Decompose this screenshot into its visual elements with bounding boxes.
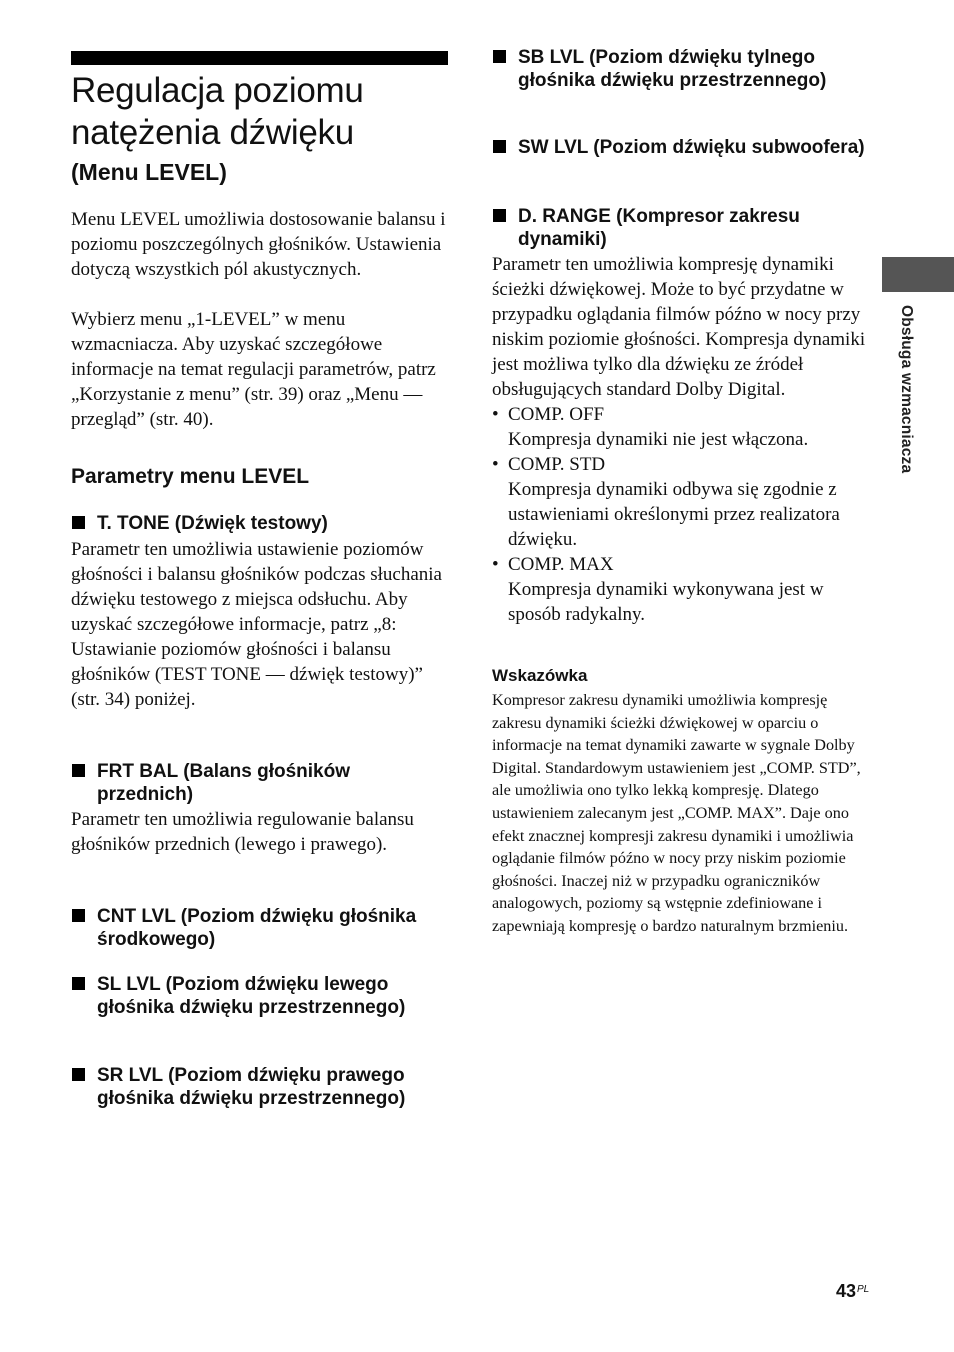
sr-heading: SR LVL (Poziom dźwięku prawego głośnika dźwięku przestrzennego) [71,1065,451,1110]
square-bullet-icon [72,977,85,990]
sb-section [492,47,868,92]
intro-paragraph-2: Wybierz menu „1-LEVEL” w menu wzmacniacza. Aby uzyskać szczegółowe informacje na temat regulacji parametrów, patrz „Korzystanie z menu” (str. 39) oraz „Menu — przegląd” (str. 40). [71,309,436,430]
bullet-desc: Kompresja dynamiki nie jest włączona. [508,429,809,450]
title-rule [71,51,448,65]
bullet-comp-std [492,452,868,552]
page-title: Regulacja poziomu natężenia dźwięku [71,71,364,152]
cnt-section [71,906,451,951]
frtbal-heading: FRT BAL (Balans głośników przednich) [71,761,451,806]
page-language: PL [857,1284,870,1295]
bullet-dot-icon: • [492,554,499,575]
tip-text: Kompresor zakresu dynamiki umożliwia kompresję zakresu dynamiki ścieżki dźwiękowej w oparciu o informacje na temat dynamiki zawarte w sygnale Dolby Digital. Standardowym ustawieniem jest „COMP. STD”, ale umożliwia ono tylko lekką kompresję. Dlatego ustawieniem zalecanym jest „COMP. MAX”. Daje ono efekt znacznej kompresji zakresu dynamiki i umożliwia oglądanie filmów późno w nocy przy niskim poziomie głośności. Inaczej niż w przypadku ograniczników analogowych, poziomy są wstępnie zdefiniowane i zapewniają kompresję o bardzo naturalnym brzmieniu. [492,691,861,935]
sl-heading: SL LVL (Poziom dźwięku lewego głośnika dźwięku przestrzennego) [71,974,451,1019]
sb-heading: SB LVL (Poziom dźwięku tylnego głośnika dźwięku przestrzennego) [492,47,868,92]
bullet-dot-icon: • [492,454,499,475]
square-bullet-icon [493,50,506,63]
bullet-label: COMP. OFF [508,404,605,425]
bullet-label: COMP. MAX [508,554,614,575]
square-bullet-icon [493,209,506,222]
section-tab [882,257,954,292]
square-bullet-icon [72,1068,85,1081]
square-bullet-icon [493,140,506,153]
ttone-heading: T. TONE (Dźwięk testowy) [71,513,451,536]
intro-paragraph-1: Menu LEVEL umożliwia dostosowanie balansu i poziomu poszczególnych głośników. Ustawienia dotyczą wszystkich pól akustycznych. [71,209,446,280]
tip-heading: Wskazówka [492,666,588,685]
drange-heading: D. RANGE (Kompresor zakresu dynamiki) [492,206,868,251]
drange-section [492,206,868,627]
sw-section [492,137,868,160]
page-number: 43 [836,1281,857,1301]
sr-section [71,1065,451,1110]
side-section-label: Obsługa wzmacniacza [898,305,915,474]
ttone-text: Parametr ten umożliwia ustawienie poziomów głośności i balansu głośników podczas słuchania dźwięku testowego z miejsca odsłuchu. Aby uzyskać szczegółowe informacje, patrz „8: Ustawianie poziomów głośności i balansu głośników (TEST TONE — dźwięk testowy)” (str. 34) poniżej. [71,538,442,710]
bullet-label: COMP. STD [508,454,606,475]
tip-section [492,665,868,938]
sw-heading: SW LVL (Poziom dźwięku subwoofera) [492,137,868,160]
bullet-desc: Kompresja dynamiki wykonywana jest w sposób radykalny. [508,579,824,625]
page-subtitle: (Menu LEVEL) [71,159,227,185]
sl-section [71,974,451,1019]
square-bullet-icon [72,516,85,529]
frtbal-text: Parametr ten umożliwia regulowanie balansu głośników przednich (lewego i prawego). [71,809,414,855]
square-bullet-icon [72,764,85,777]
bullet-comp-max [492,552,868,627]
bullet-dot-icon: • [492,404,499,425]
ttone-section [71,513,451,712]
bullet-desc: Kompresja dynamiki odbywa się zgodnie z ustawieniami określonymi przez realizatora dźwięku. [508,479,840,550]
cnt-heading: CNT LVL (Poziom dźwięku głośnika środkowego) [71,906,451,951]
square-bullet-icon [72,909,85,922]
bullet-comp-off [492,402,868,452]
drange-text: Parametr ten umożliwia kompresję dynamiki ścieżki dźwiękowej. Może to być przydatne w przypadku oglądania filmów późno w nocy przy niskim poziomie głośności. Kompresja dynamiki jest możliwa tylko dla dźwięku ze źródeł obsługujących standard Dolby Digital. [492,254,866,400]
params-heading: Parametry menu LEVEL [71,465,310,488]
frtbal-section [71,761,451,857]
